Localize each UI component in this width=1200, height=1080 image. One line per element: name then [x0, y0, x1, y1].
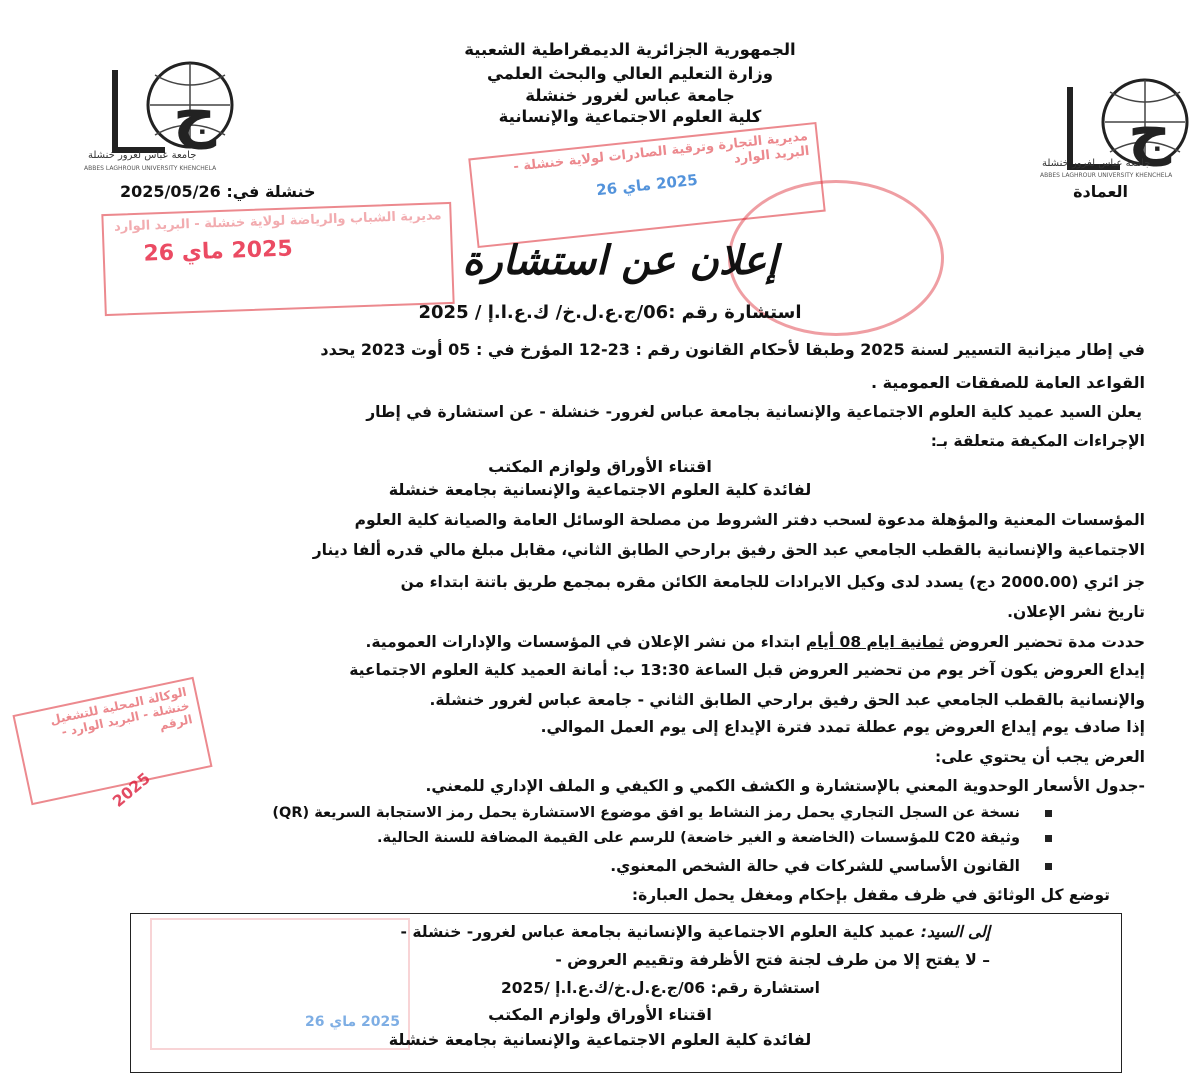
duration-highlight: ثمانية ايام 08 أيام	[805, 633, 944, 651]
paragraph-line: الاجتماعية والإنسانية بالقطب الجامعي عبد الحق رفيق برارحي الطابق الثاني، مقابل مبلغ مالي قدره ألفا دينار	[312, 541, 1145, 559]
header-university: جامعة عباس لغرور خنشلة	[525, 86, 735, 105]
paragraph-line: يعلن السيد عميد كلية العلوم الاجتماعية والإنسانية بجامعة عباس لغرور- خنشلة - عن استشارة في إطار	[366, 403, 1142, 421]
list-item: نسخة عن السجل التجاري يحمل رمز النشاط يو افق موضوع الاستشارة يحمل رمز الاستجابة السريعة (QR)	[272, 805, 1020, 821]
bullet-icon	[1045, 835, 1052, 842]
svg-text:ج: ج	[173, 80, 217, 150]
bullet-icon	[1045, 863, 1052, 870]
paragraph-line: تاريخ نشر الإعلان.	[1007, 603, 1145, 621]
addressee-label: إلى السيد:	[920, 923, 990, 941]
place-date: خنشلة في: 2025/05/26	[120, 182, 316, 201]
envelope-addressee	[401, 922, 990, 942]
logo-caption: جامعة عباس لغرور خنشلة	[1042, 158, 1151, 169]
list-item: وثيقة C20 للمؤسسات (الخاضعة و الغير خاضعة) للرسم على القيمة المضافة للسنة الحالية.	[377, 830, 1020, 846]
stamp-finance: 2025 ماي 26	[150, 918, 410, 1050]
consultation-reference: استشارة رقم :06/ج.ع.ل.خ/ ك.ع.ا.إ / 2025	[418, 302, 802, 323]
paragraph-line: القواعد العامة للصفقات العمومية .	[870, 373, 1145, 392]
stamp-employment: الوكالة المحلية للتشغيل خنشلة - البريد الوارد - الرقم	[12, 677, 212, 805]
logo-caption: جامعة عباس لغرور خنشلة	[88, 150, 197, 161]
paragraph-line: إيداع العروض يكون آخر يوم من تحضير العروض قبل الساعة 13:30 ب: أمانة العميد كلية العلوم الاجتماعية	[349, 661, 1145, 679]
paragraph-line: جز ائري (2000.00 دج) يسدد لدى وكيل الايرادات للجامعة الكائن مقره بمجمع طريق باتنة ابتداء من	[400, 573, 1145, 591]
paragraph-line: -جدول الأسعار الوحدوية المعني بالإستشارة و الكشف الكمي و الكيفي و الملف الإداري للمعني.	[425, 777, 1145, 795]
list-item: القانون الأساسي للشركات في حالة الشخص المعنوي.	[610, 857, 1020, 875]
paragraph-line: إذا صادف يوم إيداع العروض يوم عطلة تمدد فترة الإيداع إلى يوم العمل الموالي.	[540, 718, 1145, 736]
subject-line-2: لفائدة كلية العلوم الاجتماعية والإنسانية بجامعة خنشلة	[388, 480, 812, 499]
paragraph-line: والإنسانية بالقطب الجامعي عبد الحق رفيق برارحي الطابق الثاني - جامعة عباس لغرور خنشلة.	[429, 691, 1145, 709]
header-ministry: وزارة التعليم العالي والبحث العلمي	[486, 64, 774, 83]
bullet-icon	[1045, 810, 1052, 817]
paragraph-line: العرض يجب أن يحتوي على:	[935, 748, 1145, 766]
logo-caption-en: ABBES LAGHROUR UNIVERSITY KHENCHELA	[1040, 172, 1173, 179]
paragraph-line: الإجراءات المكيفة متعلقة بـ:	[930, 432, 1145, 450]
envelope-subject-1: اقتناء الأوراق ولوازم المكتب	[488, 1005, 712, 1024]
stamp-youth: مديرية الشباب والرياضة لولاية خنشلة - البريد الوارد 2025 ماي 26	[101, 202, 454, 316]
envelope-subject-2: لفائدة كلية العلوم الاجتماعية والإنسانية بجامعة خنشلة	[388, 1030, 812, 1049]
text: ابتداء من نشر الإعلان في المؤسسات والإدارات العمومية.	[365, 633, 801, 651]
paragraph-line	[366, 632, 1146, 652]
header-faculty: كلية العلوم الاجتماعية والإنسانية	[498, 107, 762, 126]
envelope-reference: استشارة رقم: 06/ج.ع.ل.خ/ك.ع.ا.إ /2025	[500, 979, 820, 997]
stamp-commerce: مديرية التجارة وترقية الصادرات لولاية خنشلة - البريد الوارد 2025 ماي 26	[468, 122, 825, 248]
page-title: إعلان عن استشارة	[462, 238, 778, 284]
addressee-text: عميد كلية العلوم الاجتماعية والإنسانية بجامعة عباس لغرور- خنشلة -	[400, 923, 916, 941]
svg-text:ج: ج	[1128, 97, 1172, 167]
envelope-notice: – لا يفتح إلا من طرف لجنة فتح الأظرفة وتقييم العروض -	[555, 951, 990, 969]
header-republic: الجمهورية الجزائرية الديمقراطية الشعبية	[464, 40, 796, 59]
logo-caption-en: ABBES LAGHROUR UNIVERSITY KHENCHELA	[84, 165, 217, 172]
paragraph-line: توضع كل الوثائق في ظرف مقفل بإحكام ومغفل يحمل العبارة:	[631, 886, 1110, 904]
stamp-employment-date: 2025	[109, 769, 154, 811]
subject-line-1: اقتناء الأوراق ولوازم المكتب	[488, 457, 712, 476]
office-label: العمادة	[1073, 182, 1128, 201]
paragraph-line: في إطار ميزانية التسيير لسنة 2025 وطبقا لأحكام القانون رقم : 23-12 المؤرخ في : 05 أوت 2023 يحدد	[320, 340, 1145, 359]
paragraph-line: المؤسسات المعنية والمؤهلة مدعوة لسحب دفتر الشروط من مصلحة الوسائل العامة والصيانة كلية العلوم	[354, 511, 1145, 529]
text: حددت مدة تحضير العروض	[949, 633, 1145, 651]
